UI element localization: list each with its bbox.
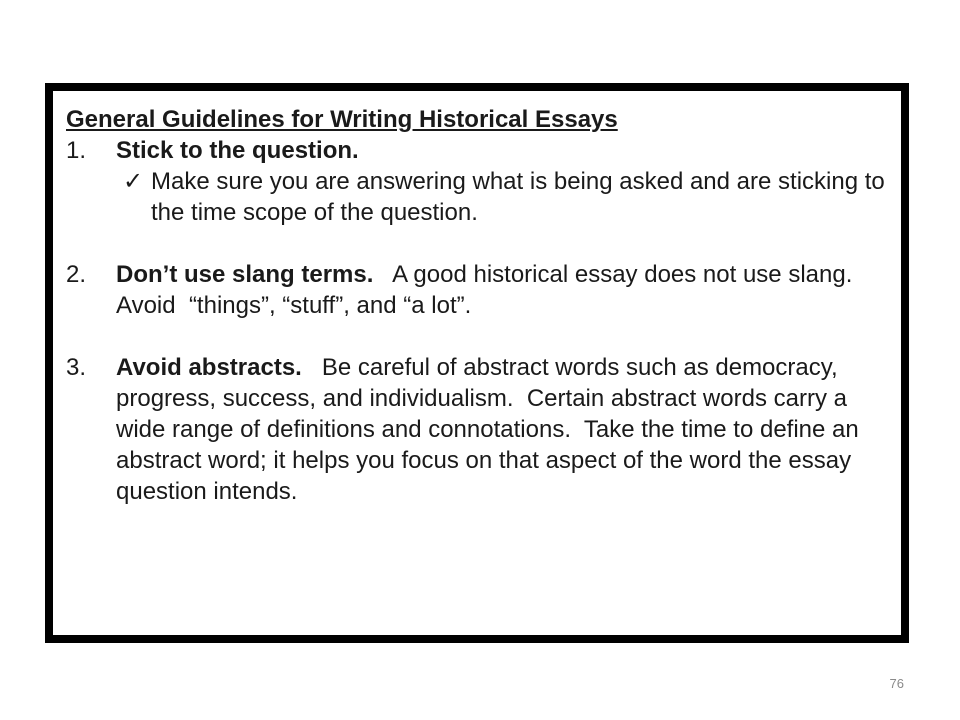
item-heading: Stick to the question. <box>116 137 359 164</box>
guideline-item-2 <box>66 259 893 321</box>
spacer <box>66 228 893 259</box>
item-heading: Avoid abstracts. <box>116 354 302 381</box>
item-heading: Don’t use slang terms. <box>116 261 374 288</box>
spacer <box>66 321 893 352</box>
slide-content <box>66 104 893 507</box>
item-body: A good historical essay does not use slang. Avoid “things”, “stuff”, and “a lot”. <box>116 261 865 319</box>
item-number: 1. <box>66 137 87 164</box>
checklist-text: Make sure you are answering what is being asked and are sticking to the time scope of the question. <box>151 168 892 226</box>
slide-frame <box>45 83 909 643</box>
checkmark-icon: ✓ <box>123 168 144 195</box>
page-number: 76 <box>889 676 904 691</box>
checklist-item <box>66 166 893 228</box>
item-body: Be careful of abstract words such as democracy, progress, success, and individualism. Certain abstract words carry a wide range of definitions and connotations. Take the time to define an abstract word; it helps you focus on that aspect of the word the essay question intends. <box>116 354 866 505</box>
guideline-item-1 <box>66 135 893 166</box>
slide-title: General Guidelines for Writing Historical Essays <box>66 106 618 133</box>
item-number: 3. <box>66 354 87 381</box>
item-number: 2. <box>66 261 87 288</box>
guideline-item-3 <box>66 352 893 507</box>
